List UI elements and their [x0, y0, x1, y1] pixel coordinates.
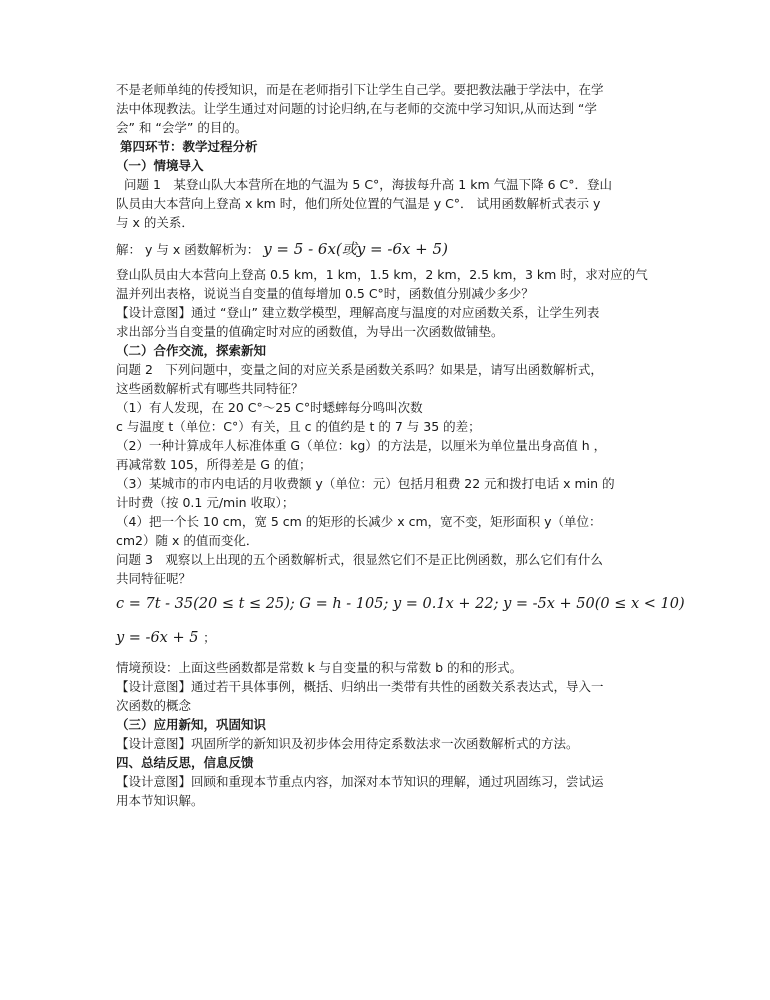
- subsection-heading-4: 四、总结反思，信息反馈: [116, 755, 254, 770]
- subsection-heading-3: （三）应用新知，巩固知识: [116, 717, 267, 732]
- question-1-line-2: 队员由大本营向上登高 x km 时，他们所处位置的气温是 y C°． 试用函数解析式表示 y: [116, 196, 601, 211]
- solution-label: 解： y 与 x 函数解析为：: [116, 242, 260, 257]
- item-2-line-2: 再减常数 105，所得差是 G 的值；: [116, 457, 312, 472]
- item-3-line-2: 计时费（按 0.1 元/min 收取）；: [116, 495, 295, 510]
- question-1-line-1: 问题 1 某登山队大本营所在地的气温为 5 C°，海拔每升高 1 km 气温下降 6 C°．登山: [124, 177, 612, 192]
- intro-line-1: 不是老师单纯的传授知识，而是在老师指引下让学生自己学。要把教法融于学法中，在学: [116, 82, 604, 97]
- question-1-line-3: 与 x 的关系．: [116, 215, 194, 230]
- design-intent-1-line-2: 求出部分当自变量的值确定时对应的函数值，为导出一次函数做铺垫。: [116, 324, 504, 339]
- design-intent-4-line-2: 用本节知识解。: [116, 793, 204, 808]
- design-intent-2-line-2: 次函数的概念: [116, 698, 192, 713]
- design-intent-1-line-1: 【设计意图】通过 “登山” 建立数学模型，理解高度与温度的对应函数关系，让学生列表: [116, 305, 600, 320]
- intro-line-3: 会” 和 “会学” 的目的。: [116, 120, 248, 135]
- formula-extra: [116, 628, 656, 646]
- question-2-line-1: 问题 2 下列问题中，变量之间的对应关系是函数关系吗？如果是，请写出函数解析式，: [116, 362, 603, 377]
- solution-formula: y = 5 - 6x(或y = -6x + 5): [263, 240, 448, 258]
- item-3-line-1: （3）某城市的市内电话的月收费额 y（单位：元）包括月租费 22 元和拨打电话 x min 的: [116, 476, 615, 491]
- intro-line-2: 法中体现教法。让学生通过对问题的讨论归纳,在与老师的交流中学习知识,从而达到 “学: [116, 101, 597, 116]
- solution-line: [116, 238, 656, 260]
- subsection-heading-2: （二）合作交流，探索新知: [116, 343, 267, 358]
- question-1b-line-2: 温并列出表格，说说当自变量的值每增加 0.5 C°时，函数值分别减少多少？: [116, 286, 534, 301]
- item-2-line-1: （2）一种计算成年人标准体重 G（单位：kg）的方法是，以厘米为单位量出身高值 h ，: [116, 438, 607, 453]
- scenario-preset: 情境预设：上面这些函数都是常数 k 与自变量的积与常数 b 的和的形式。: [116, 660, 523, 675]
- design-intent-3: 【设计意图】巩固所学的新知识及初步体会用待定系数法求一次函数解析式的方法。: [116, 736, 579, 751]
- design-intent-2-line-1: 【设计意图】通过若干具体事例，概括、归纳出一类带有共性的函数关系表达式，导入一: [116, 679, 604, 694]
- section-title: 第四环节：教学过程分析: [120, 139, 258, 154]
- formula-list: c = 7t - 35(20 ≤ t ≤ 25); G = h - 105; y = 0.1x + 22; y = -5x + 50(0 ≤ x < 10): [116, 596, 685, 612]
- question-3-line-2: 共同特征呢？: [116, 571, 192, 586]
- item-4-line-1: （4）把一个长 10 cm，宽 5 cm 的矩形的长减少 x cm，宽不变，矩形面积 y（单位：: [116, 514, 602, 529]
- formula-extra-tail: ；: [203, 630, 216, 645]
- formula-extra-expr: y = -6x + 5: [116, 630, 199, 646]
- item-1-line-1: （1）有人发现，在 20 C°～25 C°时蟋蟀每分鸣叫次数: [116, 400, 423, 415]
- design-intent-4-line-1: 【设计意图】回顾和重现本节重点内容，加深对本节知识的理解，通过巩固练习，尝试运: [116, 774, 604, 789]
- item-1-line-2: c 与温度 t（单位：C°）有关，且 c 的值约是 t 的 7 与 35 的差；: [116, 419, 481, 434]
- question-2-line-2: 这些函数解析式有哪些共同特征？: [116, 381, 304, 396]
- question-3-line-1: 问题 3 观察以上出现的五个函数解析式，很显然它们不是正比例函数，那么它们有什么: [116, 552, 603, 567]
- document-body: [116, 80, 685, 810]
- item-4-line-2: cm2）随 x 的值而变化．: [116, 533, 259, 548]
- subsection-heading-1: （一）情境导入: [116, 158, 204, 173]
- question-1b-line-1: 登山队员由大本营向上登高 0.5 km，1 km，1.5 km，2 km，2.5 km，3 km 时，求对应的气: [116, 267, 648, 282]
